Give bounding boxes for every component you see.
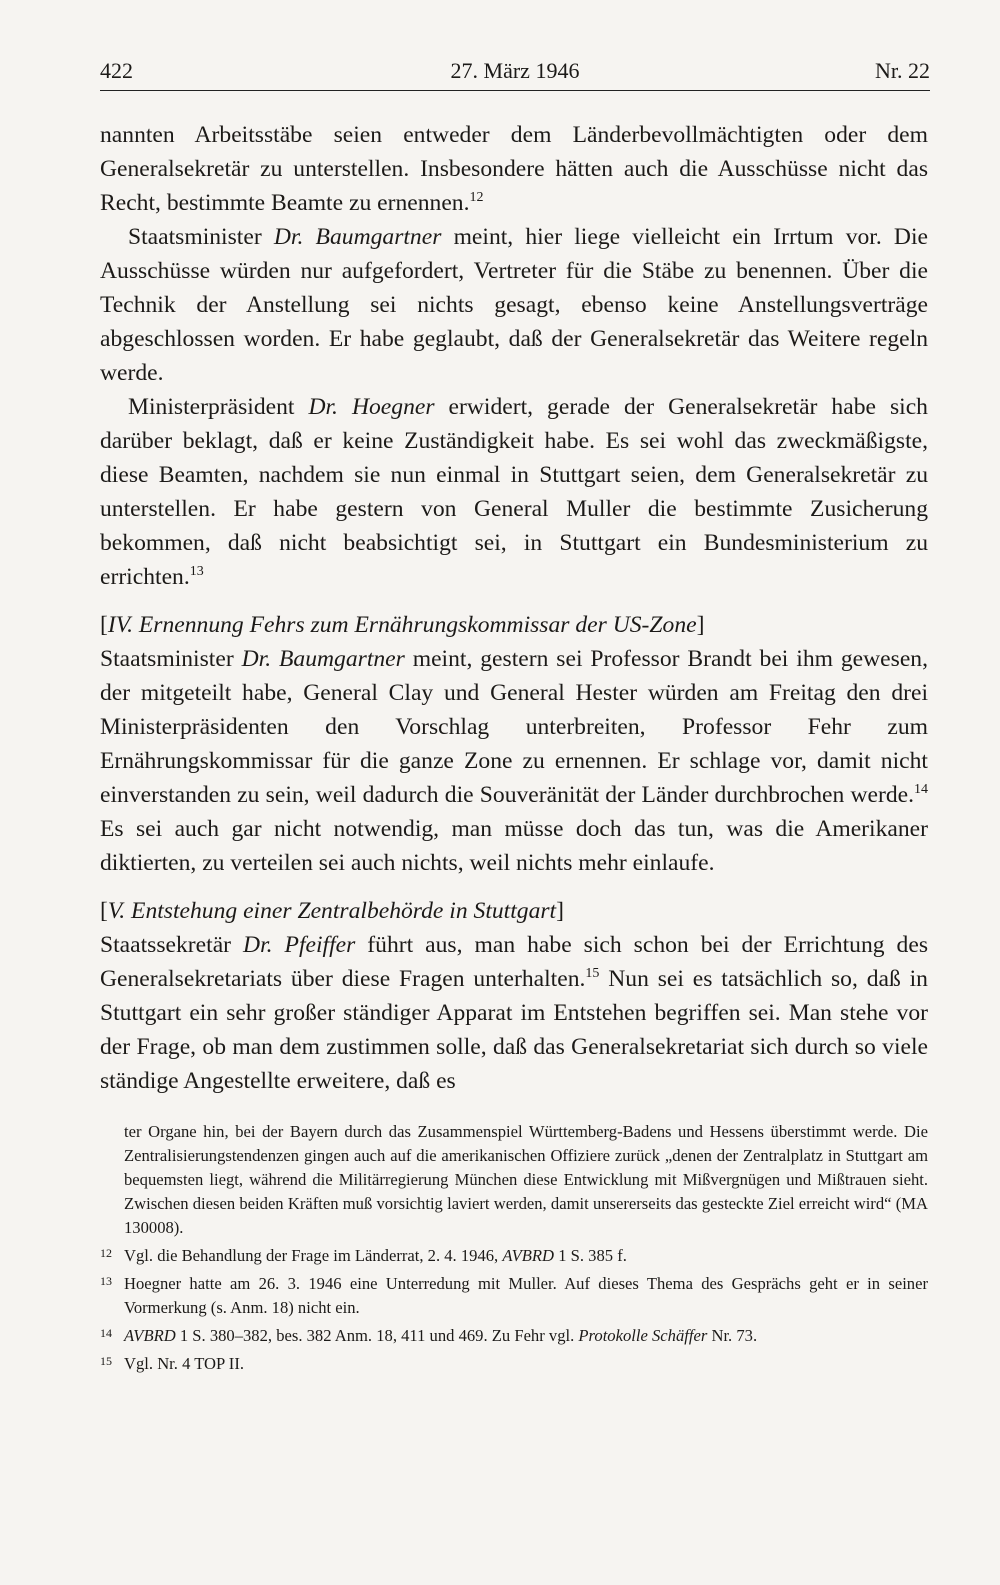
footnote-number: 14 [100,1326,112,1340]
bracket: [ [100,612,108,638]
footnote-text: Vgl. die Behandlung der Frage im Länderrat, 2. 4. 1946, [124,1246,503,1265]
section-heading [100,894,928,928]
source-abbrev: AVBRD [502,1246,555,1265]
paragraph [100,118,928,220]
footnotes [100,1120,928,1376]
speaker-title: Ministerpräsident [128,394,309,420]
bracket: [ [100,898,108,924]
page-number: 422 [100,58,133,83]
document-number: Nr. 22 [875,58,930,83]
main-text [100,118,928,1098]
paragraph [100,390,928,594]
footnote-continuation: ter Organe hin, bei der Bayern durch das Zusammenspiel Württemberg-Badens und Hessens überstimmt werde. Die Zentralisierungstendenzen gingen auch auf die amerikanischen Offiziere zurück „denen der Zentralplatz in Stuttgart am bequemsten liegt, während die Militärregierung München diese Entwicklung mit Mißvergnügen und Mißtrauen sieht. Zwischen diesen beiden Kräften muß vorsichtig laviert werden, damit unsererseits das gesteckte Ziel erreicht wird“ (MA 130008). [124,1122,928,1237]
footnote-ref: 13 [189,564,204,580]
paragraph [100,642,928,880]
footnote-text: Hoegner hatte am 26. 3. 1946 eine Unterredung mit Muller. Auf dieses Thema des Gesprächs geht er in seiner Vormerkung (s. Anm. 18) nicht ein. [124,1274,928,1317]
footnote-number: 15 [100,1354,112,1368]
speaker-name: Dr. Baumgartner [241,646,405,672]
paragraph-text: Nun sei es tatsächlich so, daß in Stuttgart ein sehr großer ständiger Apparat im Entstehen begriffen sei. Man stehe vor der Frage, ob man dem zustimmen solle, daß das Generalsekretariat sich durch so viele ständige Angestellte erweitere, daß es [100,966,928,1094]
paragraph [100,928,928,1098]
paragraph-text: nannten Arbeitsstäbe seien entweder dem Länderbevollmächtigten oder dem Generalsekretär zu unterstellen. Insbesondere hätten auch die Ausschüsse nicht das Recht, bestimmte Beamte zu ernennen. [100,122,928,216]
running-header [100,54,930,91]
speaker-title: Staatssekretär [100,932,244,958]
paragraph-text: meint, hier liege vielleicht ein Irrtum vor. Die Ausschüsse würden nur aufgefordert, Vertreter für die Stäbe zu benennen. Über die Technik der Anstellung sei nichts gesagt, ebenso keine Anstellungsverträge abgeschlossen worden. Er habe geglaubt, daß der Generalsekretär das Weitere regeln werde. [100,224,928,386]
bracket: ] [696,612,705,638]
footnote-14 [100,1324,928,1348]
footnote-12 [100,1244,928,1268]
speaker-title: Staatsminister [100,646,242,672]
footnote-13 [100,1272,928,1320]
footnote-number: 12 [100,1246,112,1260]
paragraph-text: meint, gestern sei Professor Brandt bei ihm gewesen, der mitgeteilt habe, General Clay und General Hester würden am Freitag den drei Ministerpräsidenten den Vorschlag unterbreiten, Professor Fehr zum Ernährungskommissar für die ganze Zone zu ernennen. Er schlage vor, damit nicht einverstanden zu sein, weil dadurch die Souveränität der Länder durchbrochen werde. [100,646,928,808]
heading-text: IV. Ernennung Fehrs zum Ernährungskommissar der US-Zone [107,612,697,638]
section-heading [100,608,928,642]
footnote-15 [100,1352,928,1376]
paragraph-text: Es sei auch gar nicht notwendig, man müsse doch das tun, was die Amerikaner diktierten, zu verteilen sei auch nichts, weil nichts mehr einlaufe. [100,816,928,876]
footnote-number: 13 [100,1274,112,1288]
footnote-text: 1 S. 380–382, bes. 382 Anm. 18, 411 und 469. Zu Fehr vgl. [175,1326,579,1345]
paragraph-text: erwidert, gerade der Generalsekretär habe sich darüber beklagt, daß er keine Zuständigkeit habe. Es sei wohl das zweckmäßigste, diese Beamten, nachdem sie nun einmal in Stuttgart seien, dem Generalsekretär zu unterstellen. Er habe gestern von General Muller die bestimmte Zusicherung bekommen, daß nicht beabsichtigt sei, in Stuttgart ein Bundesministerium zu errichten. [100,394,928,590]
source-title: Protokolle Schäffer [578,1326,708,1345]
heading-text: V. Entstehung einer Zentralbehörde in Stuttgart [107,898,557,924]
speaker-title: Staatsminister [128,224,274,250]
footnote-text: 1 S. 385 f. [554,1246,627,1265]
footnote-text: Nr. 73. [707,1326,758,1345]
source-abbrev: AVBRD [124,1326,176,1345]
header-date: 27. März 1946 [450,58,580,83]
footnote-ref: 12 [469,190,484,206]
footnote-ref: 15 [585,966,600,982]
speaker-name: Dr. Hoegner [308,394,435,420]
bracket: ] [556,898,564,924]
footnote-text: Vgl. Nr. 4 TOP II. [124,1354,245,1373]
footnote-ref: 14 [914,782,928,798]
paragraph [100,220,928,390]
paragraph-text: führt aus, man habe sich schon bei der Errichtung des Generalsekretariats über diese Fragen unterhalten. [100,932,929,992]
speaker-name: Dr. Pfeiffer [243,932,356,958]
speaker-name: Dr. Baumgartner [273,224,442,250]
